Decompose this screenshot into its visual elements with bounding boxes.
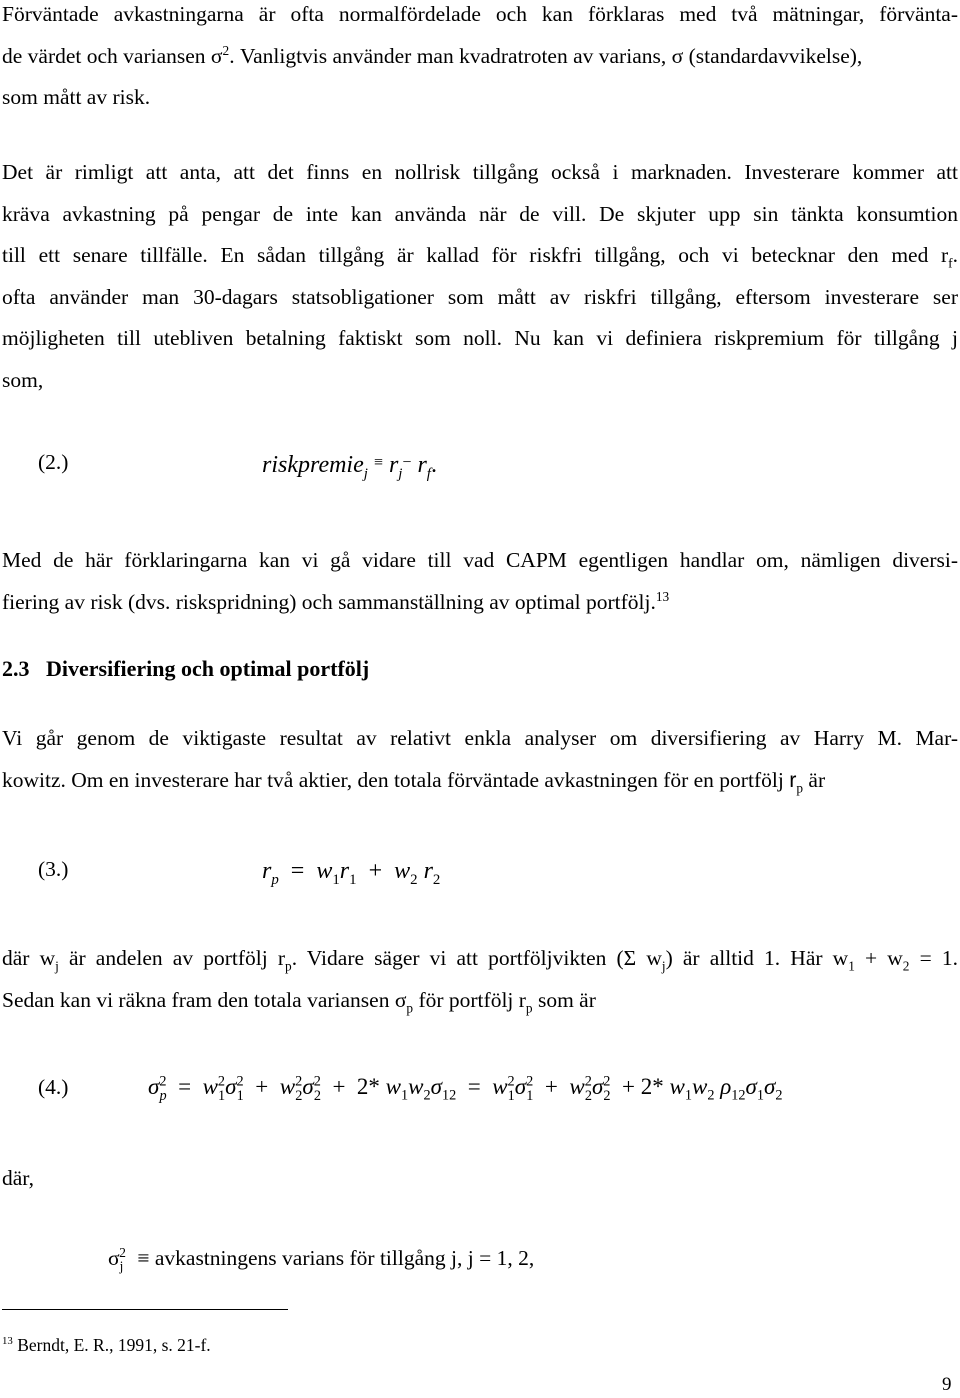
para2-line6: som, (2, 367, 44, 392)
para3-line2: fiering av risk (dvs. riskspridning) och sammanställning av optimal portfölj.$^{13}$ (2, 588, 670, 614)
paragraph-weights (2, 938, 958, 1021)
para2-line2: kräva avkastning på pengar de inte kan använda när de vill. De skjuter upp sin tänkta konsumtion (2, 201, 958, 226)
equation-2: riskpremie$_j$ ≡ $r_j^-$ $r_f$. (262, 452, 437, 482)
para2-line3: till ett senare tillfälle. En sådan tillgång är kallad för riskfri tillgång, och vi betecknar den med $r_f$. (2, 243, 958, 271)
para2-line1: Det är rimligt att anta, att det finns en nollrisk tillgång också i marknaden. Investerare kommer att (2, 160, 958, 184)
equation-3-label: (3.) (38, 857, 69, 881)
footnote (2, 1335, 211, 1356)
para2-line4: ofta använder man 30-dagars statsobligationer som mått av riskfri tillgång, eftersom investerare ser (2, 284, 958, 309)
footnote-number: 13 (2, 1335, 13, 1348)
equation-4: $\sigma^2_p = w^2_1\sigma^2_1 + w^2_2\sigma^2_2 + 2*$ $w_1w_2\sigma_{12} = w^2_1\sigma^2_1 + w^2_2\sigma^2_2 + 2*$ $w_1w_2$ $\rho_{12}\sigma_1\sigma_2$ (148, 1073, 783, 1104)
para4-line2: kowitz. Om en investerare har två aktier, den totala förväntade avkastningen för en portfölj $r_p$ är (2, 767, 826, 795)
para5-line2: Sedan kan vi räkna fram den totala variansen $\sigma_p$ för portfölj $r_p$ som är (2, 987, 596, 1015)
section-number: 2.3 (2, 656, 30, 681)
section-title: Diversifiering och optimal portfölj (46, 656, 370, 681)
page-number: 9 (942, 1374, 952, 1395)
para3-line1: Med de här förklaringarna kan vi gå vidare till vad CAPM egentligen handlar om, nämligen diversi- (2, 548, 958, 572)
equation-4-label: (4.) (38, 1075, 69, 1099)
paragraph-intro (2, 0, 958, 119)
footnote-text: Berndt, E. R., 1991, s. 21-f. (12, 1335, 211, 1355)
section-heading (2, 656, 369, 682)
sigma-definition: $\sigma_j^2$ ≡ avkastningens varians för tillgång j, j = 1, 2, (108, 1244, 535, 1274)
para2-line5: möjligheten till utebliven betalning faktiskt som noll. Nu kan vi definiera riskpremium för tillgång j (2, 326, 958, 350)
para1-line2: de värdet och variansen $\sigma^2$. Vanligtvis använder man kvadratroten av varians, σ (standardavvikelse), (2, 42, 863, 68)
equation-2-label: (2.) (38, 450, 69, 474)
footnote-rule (2, 1309, 288, 1310)
para1-line1: Förväntade avkastningarna är ofta normalfördelade och kan förklaras med två mätningar, förvänta- (2, 2, 958, 26)
equation-3: $r_p = w_1r_1 + w_2$ $r_2$ (262, 858, 441, 888)
para1-line3: som mått av risk. (2, 85, 151, 109)
paragraph-markowitz (2, 718, 958, 801)
paragraph-capm (2, 540, 958, 623)
para5-line1: där $w_j$ är andelen av portfölj $r_p$. Vidare säger vi att portföljvikten (Σ $w_j$) är alltid 1. Här $w_1 + w_2 = 1$. (2, 946, 958, 974)
dar-label: där, (2, 1166, 34, 1190)
para4-line1: Vi går genom de viktigaste resultat av relativt enkla analyser om diversifiering av Harry M. Mar- (2, 726, 958, 750)
paragraph-riskfree (2, 152, 958, 401)
